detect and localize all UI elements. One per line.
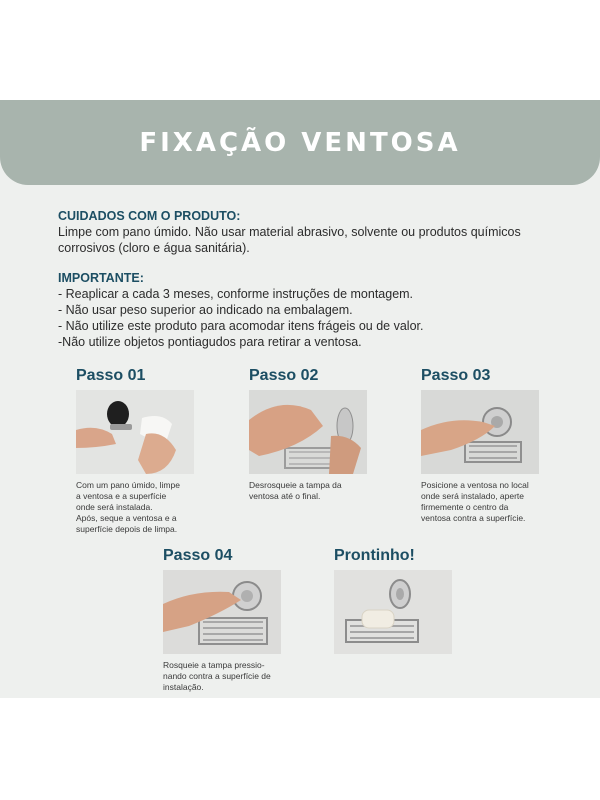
soap-dish-installed-illustration [334, 570, 452, 654]
step-caption: Rosqueie a tampa pressio- nando contra a superfície de instalação. [163, 660, 271, 692]
step-02 [249, 367, 367, 502]
step-title: Passo 01 [76, 367, 146, 384]
step-04-photo [163, 570, 281, 654]
cleaning-suction-cup-illustration [76, 390, 194, 474]
step-03-photo [421, 390, 539, 474]
instructions-panel [0, 100, 600, 698]
title-banner [0, 100, 600, 185]
step-caption: Com um pano úmido, limpe a ventosa e a superfície onde será instalada. Após, seque a ventosa e a superfície depois de limpa. [76, 480, 180, 534]
step-title: Passo 03 [421, 367, 491, 384]
important-line: - Não utilize este produto para acomodar itens frágeis ou de valor. [58, 319, 424, 333]
press-suction-cup-illustration [421, 390, 539, 474]
step-done [334, 547, 452, 654]
important-line: - Não usar peso superior ao indicado na embalagem. [58, 303, 353, 317]
important-heading: IMPORTANTE: [58, 271, 144, 285]
step-02-photo [249, 390, 367, 474]
care-section [58, 208, 558, 256]
unscrew-cap-illustration [249, 390, 367, 474]
step-04 [163, 547, 281, 693]
step-01-photo [76, 390, 194, 474]
important-section [58, 270, 558, 350]
done-photo [334, 570, 452, 654]
step-caption: Desrosqueie a tampa da ventosa até o final. [249, 480, 342, 501]
page-title: FIXAÇÃO VENTOSA [139, 127, 461, 158]
step-title: Prontinho! [334, 547, 415, 564]
step-title: Passo 02 [249, 367, 319, 384]
care-line: corrosivos (cloro e água sanitária). [58, 241, 250, 255]
step-03 [421, 367, 539, 524]
screw-cap-illustration [163, 570, 281, 654]
important-line: - Reaplicar a cada 3 meses, conforme instruções de montagem. [58, 287, 414, 301]
step-01 [76, 367, 194, 535]
care-line: Limpe com pano úmido. Não usar material abrasivo, solvente ou produtos químicos [58, 225, 521, 239]
step-caption: Posicione a ventosa no local onde será instalado, aperte firmemente o centro da ventosa contra a superfície. [421, 480, 529, 523]
important-line: -Não utilize objetos pontiagudos para retirar a ventosa. [58, 335, 362, 349]
step-title: Passo 04 [163, 547, 233, 564]
care-heading: CUIDADOS COM O PRODUTO: [58, 209, 241, 223]
